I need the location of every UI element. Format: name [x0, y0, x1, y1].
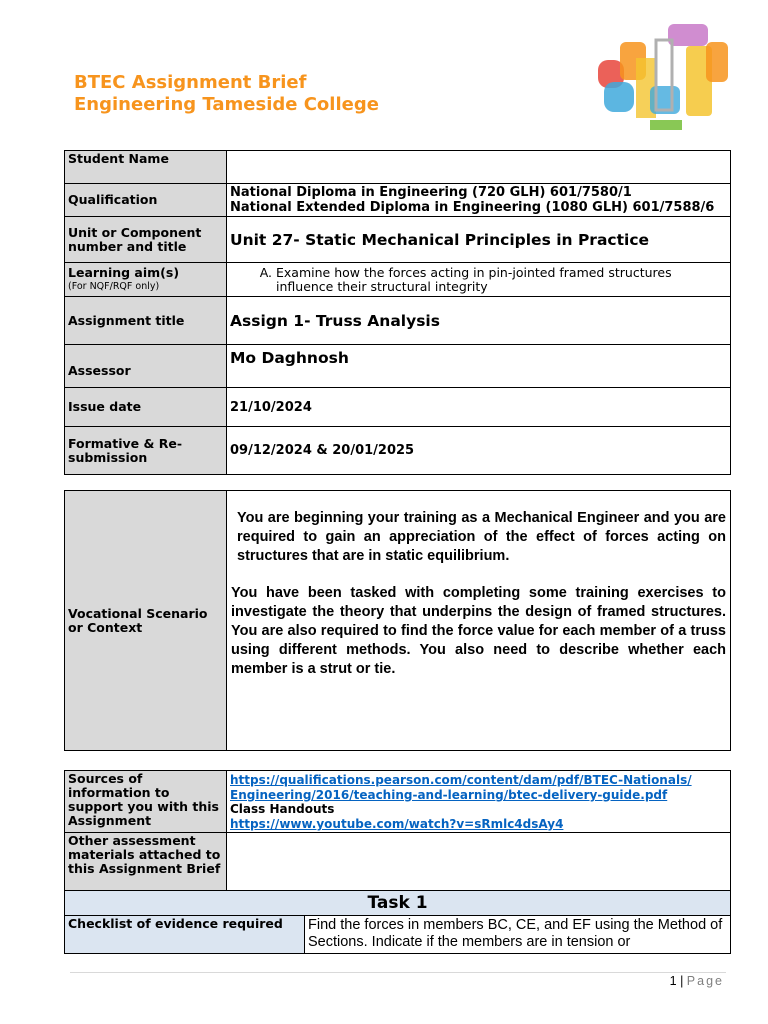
scenario-label: Vocational Scenario or Context — [65, 491, 227, 751]
qualification-line-2: National Extended Diploma in Engineering (1080 GLH) 601/7588/6 — [230, 200, 715, 215]
footer-divider — [70, 972, 726, 973]
task-table — [64, 890, 731, 954]
document-title — [74, 72, 379, 116]
qualification-line-1: National Diploma in Engineering (720 GLH) 601/7580/1 — [230, 185, 632, 200]
unit-value: Unit 27- Static Mechanical Principles in Practice — [227, 217, 731, 263]
checklist-value: Find the forces in members BC, CE, and EF using the Method of Sections. Indicate if the members are in tension or — [305, 916, 731, 954]
assignment-title-value: Assign 1- Truss Analysis — [227, 297, 731, 345]
class-handouts-text: Class Handouts — [230, 802, 335, 816]
issue-date-label: Issue date — [65, 388, 227, 427]
other-materials-value — [227, 833, 731, 893]
task-title: Task 1 — [65, 891, 731, 916]
scenario-value — [227, 491, 731, 751]
sources-value — [227, 771, 731, 833]
student-name-value — [227, 151, 731, 184]
qualification-label: Qualification — [65, 184, 227, 217]
learning-aims-list — [230, 266, 727, 294]
pearson-guide-link[interactable]: https://qualifications.pearson.com/content/dam/pdf/BTEC-Nationals/ Engineering/2016/teaching-and-learning/btec-delivery-guide.pdf — [230, 773, 692, 802]
student-name-label: Student Name — [65, 151, 227, 184]
scenario-table — [64, 490, 731, 751]
title-line-1: BTEC Assignment Brief — [74, 72, 307, 93]
page-footer — [670, 974, 724, 988]
info-table — [64, 150, 731, 475]
page-number: 1 — [669, 974, 677, 988]
sources-table — [64, 770, 731, 893]
learning-aims-sublabel: (For NQF/RQF only) — [68, 280, 160, 292]
formative-value: 09/12/2024 & 20/01/2025 — [227, 427, 731, 475]
sources-label: Sources of information to support you with this Assignment — [65, 771, 227, 833]
formative-label: Formative & Re-submission — [65, 427, 227, 475]
learning-aim-item: A. Examine how the forces acting in pin-jointed framed structures influence their structural integrity — [276, 266, 727, 294]
learning-aims-label — [65, 263, 227, 297]
assessor-value: Mo Daghnosh — [227, 345, 731, 388]
assessor-label: Assessor — [65, 345, 227, 388]
scenario-paragraph-2: You have been tasked with completing some training exercises to investigate the theory that underpins the design of framed structures. You are also required to find the force value for each member of a truss using different methods. You also need to describe whether each member is a strut or tie. — [231, 585, 726, 677]
issue-date-value: 21/10/2024 — [227, 388, 731, 427]
page-label: Page — [686, 974, 724, 988]
youtube-link[interactable]: https://www.youtube.com/watch?v=sRmlc4dsAy4 — [230, 817, 564, 831]
college-logo-icon — [590, 22, 730, 134]
unit-label: Unit or Component number and title — [65, 217, 227, 263]
page-separator: | — [680, 974, 684, 988]
assignment-title-label: Assignment title — [65, 297, 227, 345]
other-materials-label: Other assessment materials attached to this Assignment Brief — [65, 833, 227, 893]
qualification-value — [227, 184, 731, 217]
learning-aims-title: Learning aim(s) — [68, 264, 180, 280]
title-line-2: Engineering Tameside College — [74, 94, 379, 115]
checklist-label: Checklist of evidence required — [65, 916, 305, 954]
learning-aims-value — [227, 263, 731, 297]
scenario-paragraph-1: You are beginning your training as a Mechanical Engineer and you are required to gain an appreciation of the effect of forces acting on structures that are in static equilibrium. — [237, 510, 726, 564]
